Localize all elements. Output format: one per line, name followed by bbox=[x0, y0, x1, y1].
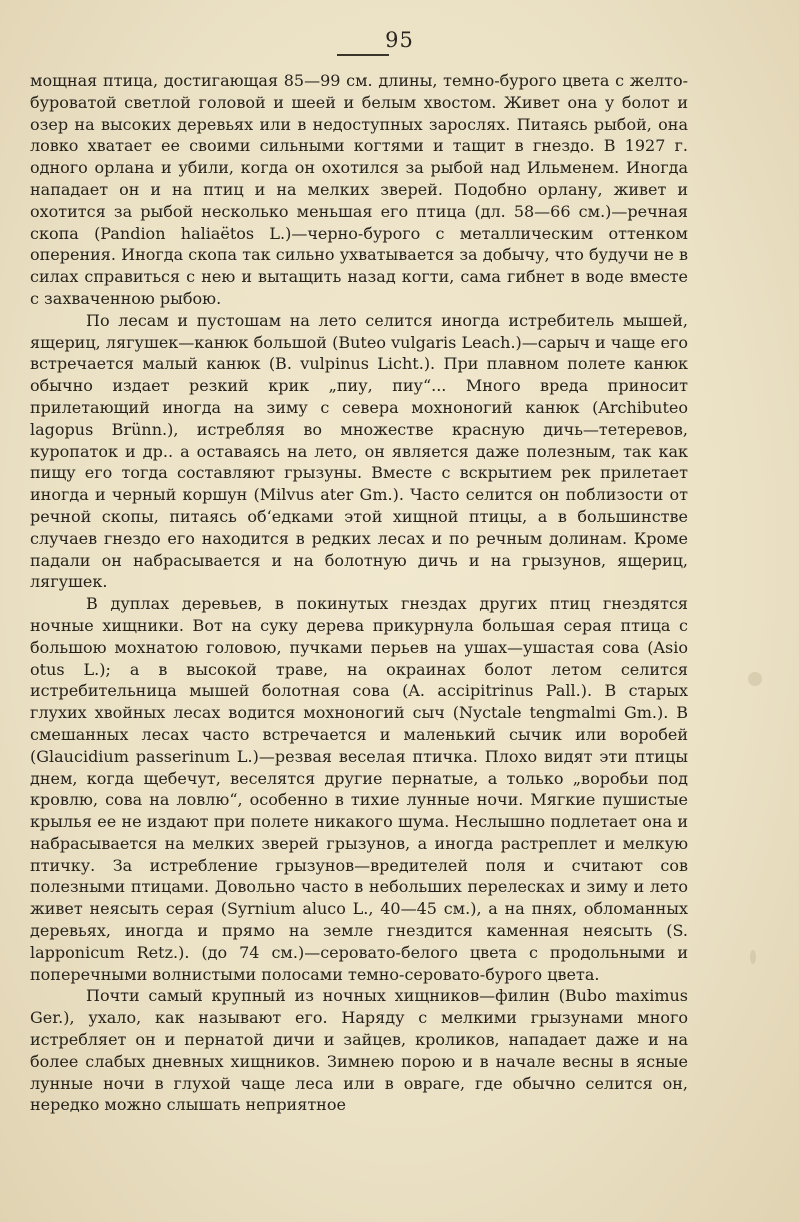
page-number: 95 bbox=[385, 28, 414, 52]
paragraph-1: мощная птица, достигающая 85—99 см. длины, темно-бурого цвета с желто-буроватой светлой головой и шеей и белым хвостом. Живет она у болот и озер на высоких деревьях или в недоступных зарослях. Питаясь рыбой, она ловко хватает ее своими сильными когтями и тащит в гнездо. В 1927 г. одного орлана и убили, когда он охотился за рыбой над Ильменем. Иногда нападает он и на птиц и на мелких зверей. Подобно орлану, живет и охотится за рыбой несколько меньшая его птица (дл. 58—66 см.)—речная скопа (Pandion haliaëtos L.)—черно-бурого с металлическим оттенком оперения. Иногда скопа так сильно ухватывается за добычу, что будучи не в силах справиться с нею и вытащить назад когти, сама гибнет в воде вместе с захваченною рыбою. bbox=[30, 71, 688, 308]
page-text bbox=[30, 70, 688, 1116]
page-number-rule bbox=[337, 54, 389, 56]
paper-stain bbox=[750, 950, 756, 964]
paragraph-3: В дуплах деревьев, в покинутых гнездах других птиц гнездятся ночные хищники. Вот на суку дерева прикурнула большая серая птица с большою мохнатою головою, пучками перьев на ушах—ушастая сова (Asio otus L.); а в высокой траве, на окраинах болот летом селится истребительница мышей болотная сова (A. accipitrinus Pall.). В старых глухих хвойных лесах водится мохноногий сыч (Nyctale tengmalmi Gm.). В смешанных лесах часто встречается и маленький сычик или воробей (Glaucidium passerinum L.)—резвая веселая птичка. Плохо видят эти птицы днем, когда щебечут, веселятся другие пернатые, а только „воробьи под кровлю, сова на ловлю“, особенно в тихие лунные ночи. Мягкие пушистые крылья ее не издают при полете никакого шума. Неслышно подлетает она и набрасывается на мелких зверей грызунов, а иногда растреплет и мелкую птичку. За истребление грызунов—вредителей поля и считают сов полезными птицами. Довольно часто в небольших перелесках и зиму и лето живет неясыть серая (Syrnium aluco L., 40—45 см.), а на пнях, обломанных деревьях, иногда и прямо на земле гнездится каменная неясыть (S. lapponicum Retz.). (до 74 см.)—серовато-белого цвета с продольными и поперечными волнистыми полосами темно-серовато-бурого цвета. bbox=[30, 594, 688, 984]
paragraph-4: Почти самый крупный из ночных хищников—филин (Bubo maximus Ger.), ухало, как называют его. Наряду с мелкими грызунами много истребляет он и пернатой дичи и зайцев, кроликов, нападает даже и на более слабых дневных хищников. Зимнею порою и в начале весны в ясные лунные ночи в глухой чаще леса или в овраге, где обычно селится он, нередко можно слышать неприятное bbox=[30, 986, 688, 1115]
paragraph-2: По лесам и пустошам на лето селится иногда истребитель мышей, ящериц, лягушек—канюк большой (Buteo vulgaris Leach.)—сарыч и чаще его встречается малый канюк (B. vulpinus Licht.). При плавном полете канюк обычно издает резкий крик „пиу, пиу“... Много вреда приносит прилетающий иногда на зиму с севера мохноногий канюк (Archibuteo lagopus Brünn.), истребляя во множестве красную дичь—тетеревов, куропаток и др.. а оставаясь на лето, он является даже полезным, так как пищу его тогда составляют грызуны. Вместе с вскрытием рек прилетает иногда и черный коршун (Milvus ater Gm.). Часто селится он поблизости от речной скопы, питаясь об‘едками этой хищной птицы, а в большинстве случаев гнездо его находится в редких лесах и по речным долинам. Кроме падали он набрасывается и на болотную дичь и на грызунов, ящериц, лягушек. bbox=[30, 310, 688, 592]
paper-stain bbox=[748, 672, 762, 686]
